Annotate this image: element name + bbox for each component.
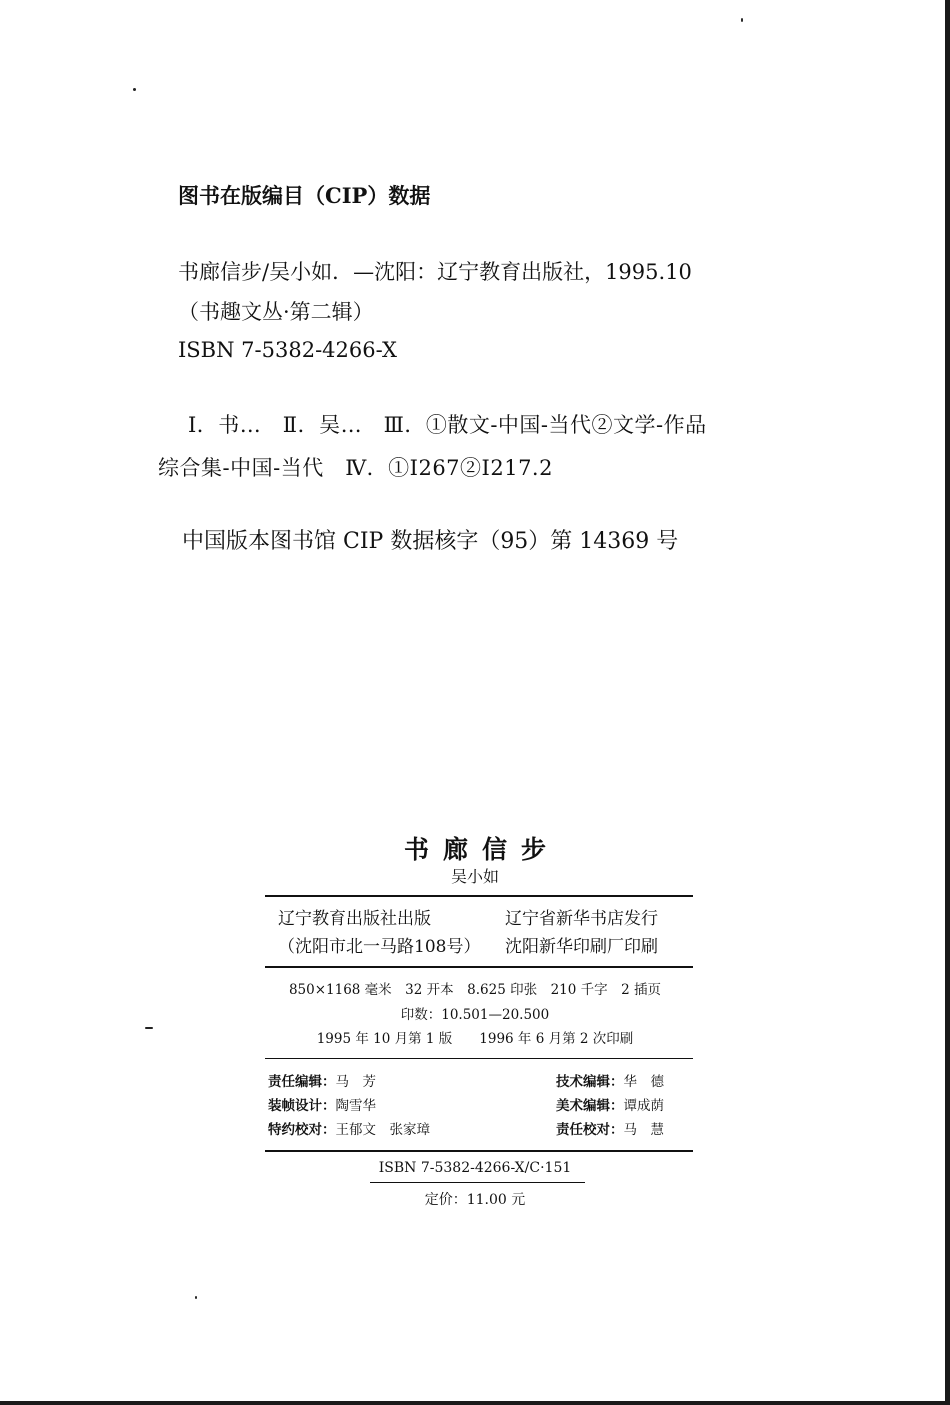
cip-record-number: 中国版本图书馆 CIP 数据核字（95）第 14369 号 (182, 529, 679, 554)
cip-subject-line-1: Ⅰ．书… Ⅱ．吴… Ⅲ．①散文-中国-当代②文学-作品 (188, 413, 707, 437)
colophon-rule-2 (265, 966, 693, 968)
staff-guest-proofreader (268, 1118, 430, 1138)
scan-edge-bottom (0, 1401, 950, 1405)
staff-name: 华 德 (623, 1074, 664, 1090)
staff-role: 装帧设计： (268, 1098, 336, 1114)
cip-subject-line-2: 综合集-中国-当代 Ⅳ．①Ⅰ267②Ⅰ217.2 (158, 456, 553, 480)
final-isbn: ISBN 7-5382-4266-X/C·151 (378, 1160, 572, 1176)
cip-heading: 图书在版编目（CIP）数据 (178, 183, 431, 208)
distribution-block (505, 905, 685, 961)
cip-series-line: （书趣文丛·第二辑） (178, 300, 374, 324)
staff-role: 责任编辑： (268, 1074, 336, 1090)
staff-role: 责任校对： (556, 1122, 624, 1138)
isbn-underline (370, 1182, 585, 1183)
scan-speck (195, 1296, 197, 1299)
colophon-top-rule (265, 895, 693, 897)
staff-cover-design (268, 1094, 376, 1114)
scan-speck (133, 88, 136, 91)
staff-technical-editor (556, 1070, 664, 1090)
book-title: 书廊信步 (403, 835, 560, 864)
colophon-bottom-rule (265, 1150, 693, 1152)
price: 定价：11.00 元 (424, 1192, 526, 1208)
staff-name: 马 慧 (623, 1122, 664, 1138)
staff-responsible-editor (268, 1070, 376, 1090)
staff-role: 特约校对： (268, 1122, 336, 1138)
book-author: 吴小如 (450, 867, 499, 886)
printer: 沈阳新华印刷厂印刷 (505, 937, 658, 957)
staff-responsible-proofreader (556, 1118, 664, 1138)
staff-role: 美术编辑： (556, 1098, 624, 1114)
scan-speck (741, 18, 743, 22)
publisher-address: （沈阳市北一马路108号） (278, 937, 481, 957)
print-run: 印数：10.501—20.500 (400, 1007, 550, 1023)
staff-name: 陶雪华 (335, 1098, 376, 1114)
staff-name: 谭成荫 (623, 1098, 664, 1114)
colophon-rule-3 (265, 1058, 693, 1059)
staff-name: 马 芳 (335, 1074, 376, 1090)
staff-role: 技术编辑： (556, 1074, 624, 1090)
cip-title-line: 书廊信步/吴小如．—沈阳：辽宁教育出版社，1995.10 (178, 260, 692, 284)
edition-info: 1995 年 10 月第 1 版 1996 年 6 月第 2 次印刷 (316, 1031, 634, 1047)
publisher: 辽宁教育出版社出版 (278, 909, 431, 929)
format-specs: 850×1168 毫米 32 开本 8.625 印张 210 千字 2 插页 (288, 982, 662, 998)
publisher-block (278, 905, 481, 961)
cip-isbn-line: ISBN 7-5382-4266-X (178, 338, 397, 362)
staff-name: 王郁文 张家璋 (335, 1122, 430, 1138)
distributor: 辽宁省新华书店发行 (505, 909, 658, 929)
staff-art-editor (556, 1094, 664, 1114)
